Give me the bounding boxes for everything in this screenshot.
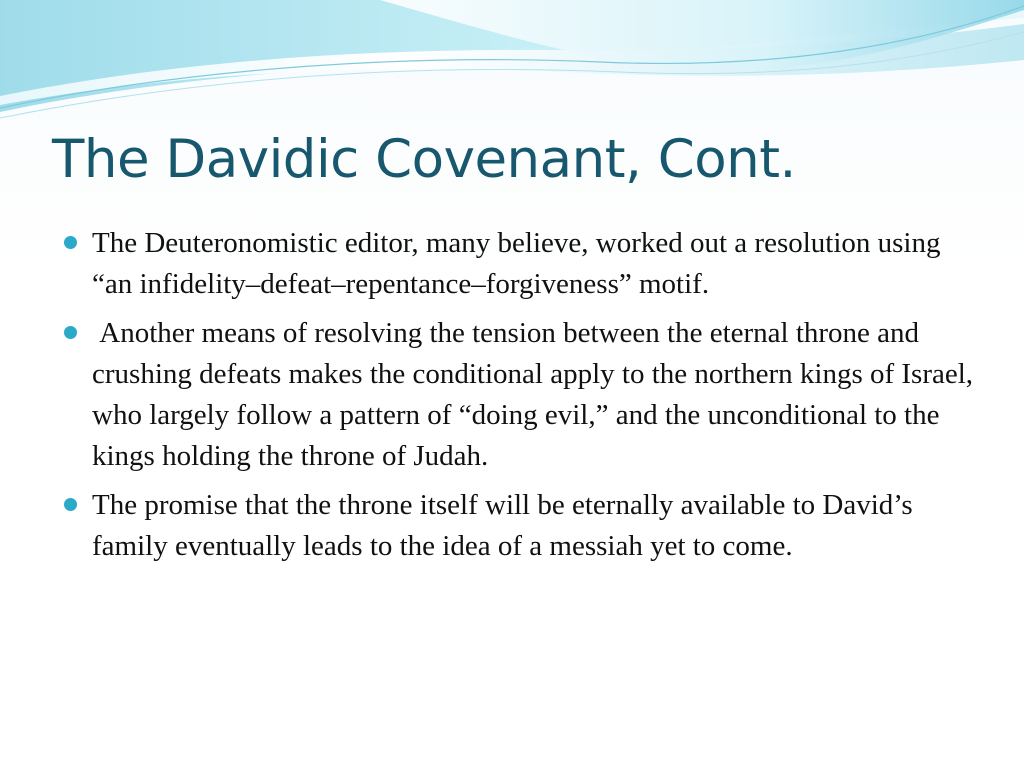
bullet-list: [62, 223, 982, 575]
bullet-dot-icon: [64, 326, 77, 339]
bullet-text: The promise that the throne itself will be eternally available to David’s family eventually leads to the idea of a messiah yet to come.: [92, 489, 913, 562]
bullet-text: Another means of resolving the tension between the eternal throne and crushing defeats makes the conditional apply to the northern kings of Israel, who largely follow a pattern of “doing evil,” and the unconditional to the kings holding the throne of Judah.: [92, 317, 981, 472]
bullet-dot-icon: [64, 498, 77, 511]
bullet-item: [62, 313, 982, 477]
decorative-wave-header: [0, 0, 1024, 130]
bullet-item: [62, 223, 982, 305]
slide-title: The Davidic Covenant, Cont.: [52, 129, 796, 190]
bullet-text: The Deuteronomistic editor, many believe, worked out a resolution using “an infidelity–defeat–repentance–forgiveness” motif.: [92, 227, 941, 300]
bullet-item: [62, 485, 982, 567]
bullet-dot-icon: [64, 236, 77, 249]
